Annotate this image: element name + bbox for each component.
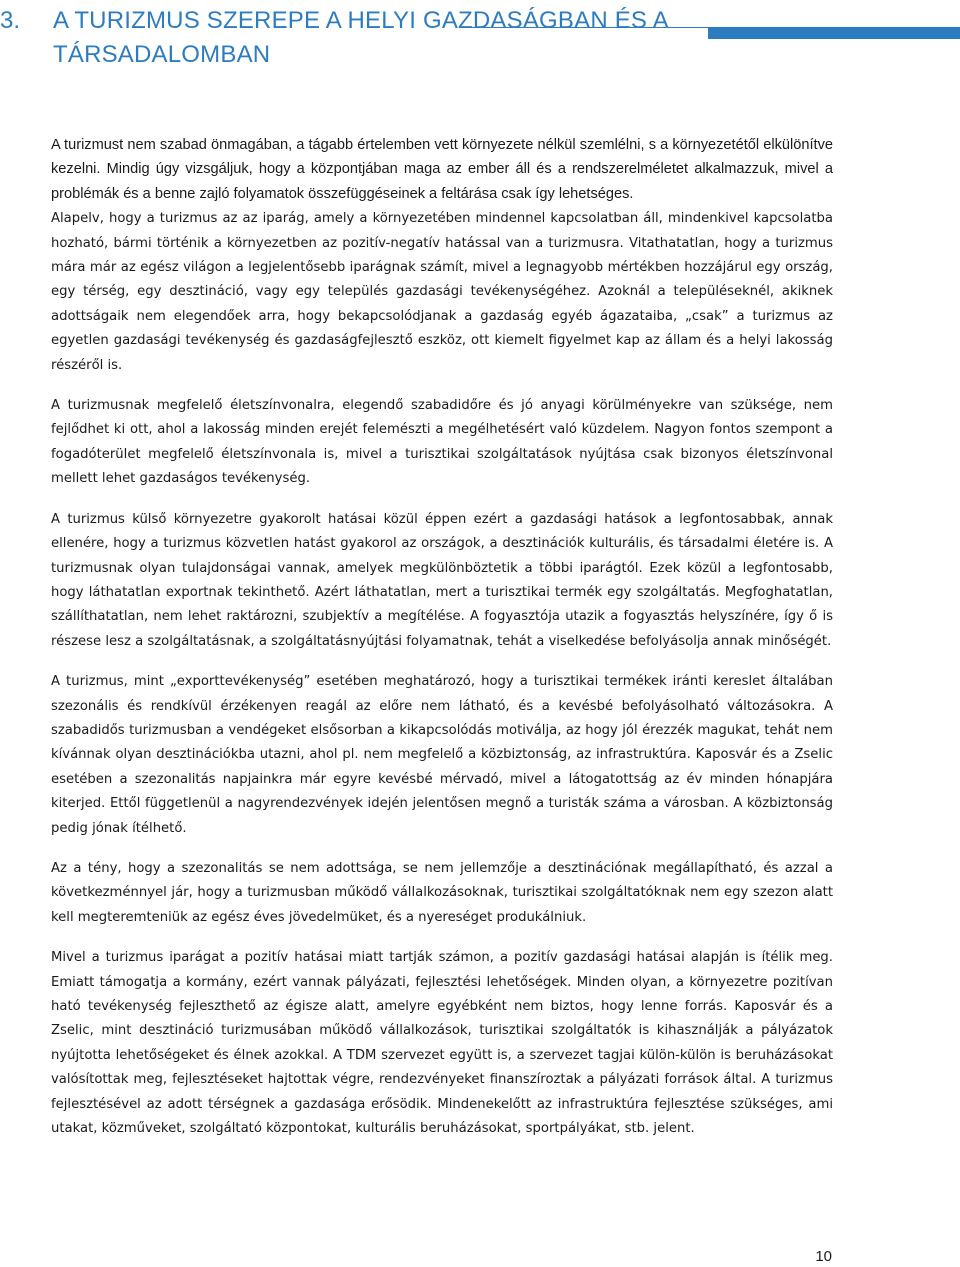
chapter-title: A TURIZMUS SZEREPE A HELYI GAZDASÁGBAN ÉS A TÁRSADALOMBAN [53,7,668,68]
body-text [51,133,833,1157]
heading-accent-bar [708,28,960,39]
paragraph: Alapelv, hogy a turizmus az az iparág, amely a környezetében mindennel kapcsolatban áll, mindenkivel kapcsolatba hozható, bármi történik a környezetben az pozitív-negatív hatással van a turizmusra. Vitathatatlan, hogy a turizmus mára már az egész világon a legjelentősebb iparágnak számít, mivel a legnagyobb mértékben hozzájárul egy ország, egy térség, egy desztináció, vagy egy település gazdasági tevékenységéhez. Azoknál a településeknél, akiknek adottságaik nem elegendőek arra, hogy bekapcsolódjanak a gazdaság egyéb ágazataiba, „csak” a turizmus az egyetlen gazdasági tevékenység és gazdaságfejlesztő eszköz, ott kiemelt figyelmet kap az állam és a helyi lakosság részéről is. [51,211,833,373]
chapter-heading [0,4,960,76]
paragraph: A turizmust nem szabad önmagában, a tágabb értelemben vett környezete nélkül szemlélni, s a környezetétől elkülönítve kezelni. Mindig úgy vizsgáljuk, hogy a központjában maga az ember áll és a rendszerelméletet alkalmazzuk, mivel a problémák és a benne zajló folyamatok összefüggéseinek a feltárása csak így lehetséges. [51,137,833,202]
chapter-number: 3. [0,7,21,34]
paragraph: A turizmusnak megfelelő életszínvonalra, elegendő szabadidőre és jó anyagi körülményekre van szüksége, nem fejlődhet ki ott, ahol a lakosság minden erejét felemészti a megélhetésért való küzdelem. Nagyon fontos szempont a fogadóterület megfelelő életszínvonala is, mivel a turisztikai szolgáltatások nyújtása csak bizonyos életszínvonal mellett lehet gazdaságos tevékenység. [51,398,833,487]
page-number: 10 [815,1248,832,1265]
paragraph: Mivel a turizmus iparágat a pozitív hatásai miatt tartják számon, a pozitív gazdasági hatásai alapján is ítélik meg. Emiatt támogatja a kormány, ezért vannak pályázati, fejlesztési lehetőségek. Minden olyan, a környezetre pozitívan ható tevékenység fejleszthető az égisze alatt, amelyre egyébként nem biztos, hogy lenne forrás. Kaposvár és a Zselic, mint desztináció turizmusában működő vállalkozások, turisztikai szolgáltatók is kihasználják a pályázatok nyújtotta lehetőségeket és élnek azokkal. A TDM szervezet együtt is, a szervezet tagjai külön-külön is beruházásokat valósítottak meg, fejlesztéseket hajtottak végre, rendezvényeket finanszíroztak a pályázati források által. A turizmus fejlesztésével az adott térségnek a gazdasága erősödik. Mindenekelőtt az infrastruktúra fejlesztése szükséges, ami utakat, közműveket, szolgáltató központokat, kulturális beruházásokat, sportpályákat, stb. jelent. [51,950,833,1137]
paragraph: Az a tény, hogy a szezonalitás se nem adottsága, se nem jellemzője a desztinációnak megállapítható, és azzal a következménnyel jár, hogy a turizmusban működő vállalkozásoknak, turisztikai szolgáltatóknak nem egy szezon alatt kell megteremteniük az egész éves jövedelmüket, és a nyereséget produkálniuk. [51,860,833,925]
paragraph: A turizmus külső környezetre gyakorolt hatásai közül éppen ezért a gazdasági hatások a legfontosabbak, annak ellenére, hogy a turizmus közvetlen hatást gyakorol az országok, a desztinációk kulturális, és társadalmi életére is. A turizmusnak olyan tulajdonságai vannak, amelyek megkülönböztetik a többi iparágtól. Ezek közül a legfontosabb, hogy láthatatlan exportnak tekinthető. Azért láthatatlan, mert a turisztikai termék egy szolgáltatás. Megfoghatatlan, szállíthatatlan, nem lehet raktározni, szubjektív a megítélése. A fogyasztója utazik a fogyasztás helyszínére, így ő is részese lesz a szolgáltatásnak, a szolgáltatásnyújtási folyamatnak, tehát a viselkedése befolyásolja annak minőségét. [51,511,833,649]
paragraph: A turizmus, mint „exporttevékenység” esetében meghatározó, hogy a turisztikai termékek iránti kereslet általában szezonális és rendkívül érzékenyen reagál az előre nem látható, és a kevésbé befolyásolható változásokra. A szabadidős turizmusban a vendégeket elsősorban a kikapcsolódás motiválja, az hogy jól érezzék magukat, tehát nem kívánnak olyan desztinációkba utazni, ahol pl. nem megfelelő a közbiztonság, az infrastruktúra. Kaposvár és a Zselic esetében a szezonalitás napjainkra már egyre kevésbé mérvadó, mivel a látogatottság az év minden hónapjára kiterjed. Ettől függetlenül a nagyrendezvények idején jelentősen megnő a turisták száma a városban. A közbiztonság pedig jónak ítélhető. [51,674,833,836]
